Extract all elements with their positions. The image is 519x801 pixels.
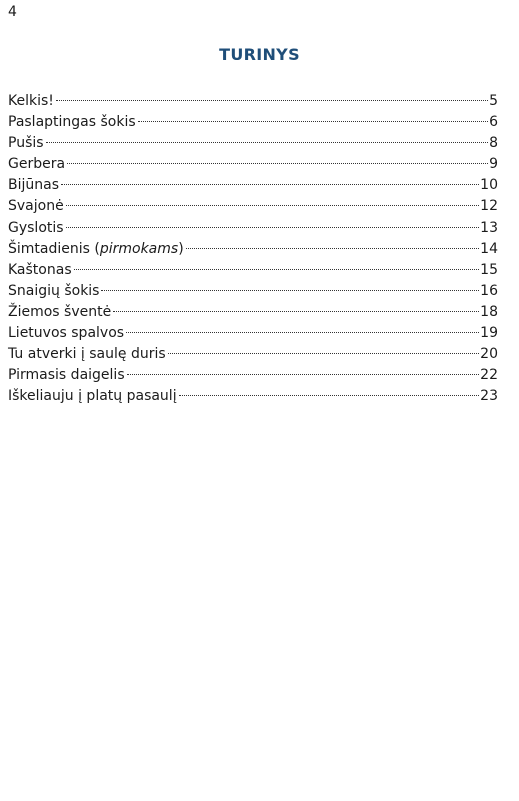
toc-entry[interactable] <box>8 281 498 302</box>
toc-entry-label: Bijūnas <box>8 177 60 194</box>
toc-entry[interactable] <box>8 386 498 407</box>
toc-leader-dots <box>138 121 488 122</box>
toc-entry-label: Svajonė <box>8 198 64 215</box>
toc-entry-label: Tu atverki į saulę duris <box>8 346 166 363</box>
toc-entry-page: 8 <box>489 135 498 152</box>
toc-entry-page: 14 <box>480 240 498 257</box>
toc-entry-page: 18 <box>480 303 498 320</box>
toc-entry-page: 13 <box>480 219 498 236</box>
toc-leader-dots <box>66 227 480 228</box>
toc-leader-dots <box>56 100 488 101</box>
toc-entry-page: 15 <box>480 261 498 278</box>
toc-entry[interactable] <box>8 112 498 133</box>
toc-entry[interactable] <box>8 302 498 323</box>
toc-leader-dots <box>61 184 479 185</box>
toc-leader-dots <box>74 269 480 270</box>
toc-entry-label: Žiemos šventė <box>8 303 112 320</box>
toc-entry-label: Lietuvos spalvos <box>8 325 125 342</box>
toc-entry-page: 10 <box>480 177 498 194</box>
toc-entry-label: Gerbera <box>8 156 66 173</box>
toc-entry[interactable] <box>8 323 498 344</box>
table-of-contents <box>8 91 498 407</box>
toc-leader-dots <box>113 311 479 312</box>
toc-entry[interactable] <box>8 196 498 217</box>
toc-entry[interactable] <box>8 365 498 386</box>
toc-entry-page: 22 <box>480 367 498 384</box>
toc-entry[interactable] <box>8 154 498 175</box>
page-number: 4 <box>8 4 17 20</box>
toc-entry-label: Kelkis! <box>8 93 54 109</box>
toc-entry[interactable] <box>8 344 498 365</box>
toc-entry[interactable] <box>8 175 498 196</box>
toc-entry-label: Paslaptingas šokis <box>8 114 136 131</box>
toc-leader-dots <box>179 395 480 396</box>
toc-entry-label: Gyslotis <box>8 219 64 236</box>
toc-entry-label: Snaigių šokis <box>8 282 100 299</box>
toc-entry-page: 12 <box>480 198 498 215</box>
toc-label-prefix: Šimtadienis ( <box>8 240 100 257</box>
toc-entry-page: 20 <box>480 346 498 363</box>
toc-entry-label <box>8 239 184 260</box>
toc-entry-page: 16 <box>480 282 498 299</box>
toc-leader-dots <box>101 290 479 291</box>
toc-leader-dots <box>67 163 488 164</box>
toc-label-italic: pirmokams <box>99 240 179 257</box>
toc-entry[interactable] <box>8 260 498 281</box>
toc-entry-page: 19 <box>480 325 498 342</box>
toc-entry[interactable] <box>8 239 498 260</box>
toc-leader-dots <box>168 353 480 354</box>
toc-entry-label: Pušis <box>8 135 44 152</box>
toc-label-suffix: ) <box>178 240 184 257</box>
toc-leader-dots <box>66 205 479 206</box>
toc-entry-page: 5 <box>489 93 498 109</box>
toc-leader-dots <box>126 332 479 333</box>
toc-entry-label: Pirmasis daigelis <box>8 367 125 384</box>
toc-entry-label: Iškeliauju į platų pasaulį <box>8 388 177 405</box>
toc-entry[interactable] <box>8 91 498 112</box>
toc-entry-page: 23 <box>480 388 498 405</box>
toc-leader-dots <box>46 142 489 143</box>
toc-leader-dots <box>186 248 480 249</box>
toc-entry-label: Kaštonas <box>8 261 72 278</box>
toc-entry[interactable] <box>8 218 498 239</box>
toc-entry-page: 9 <box>489 156 498 173</box>
toc-entry[interactable] <box>8 133 498 154</box>
toc-leader-dots <box>127 374 480 375</box>
toc-title: TURINYS <box>219 44 300 64</box>
toc-entry-page: 6 <box>489 114 498 131</box>
